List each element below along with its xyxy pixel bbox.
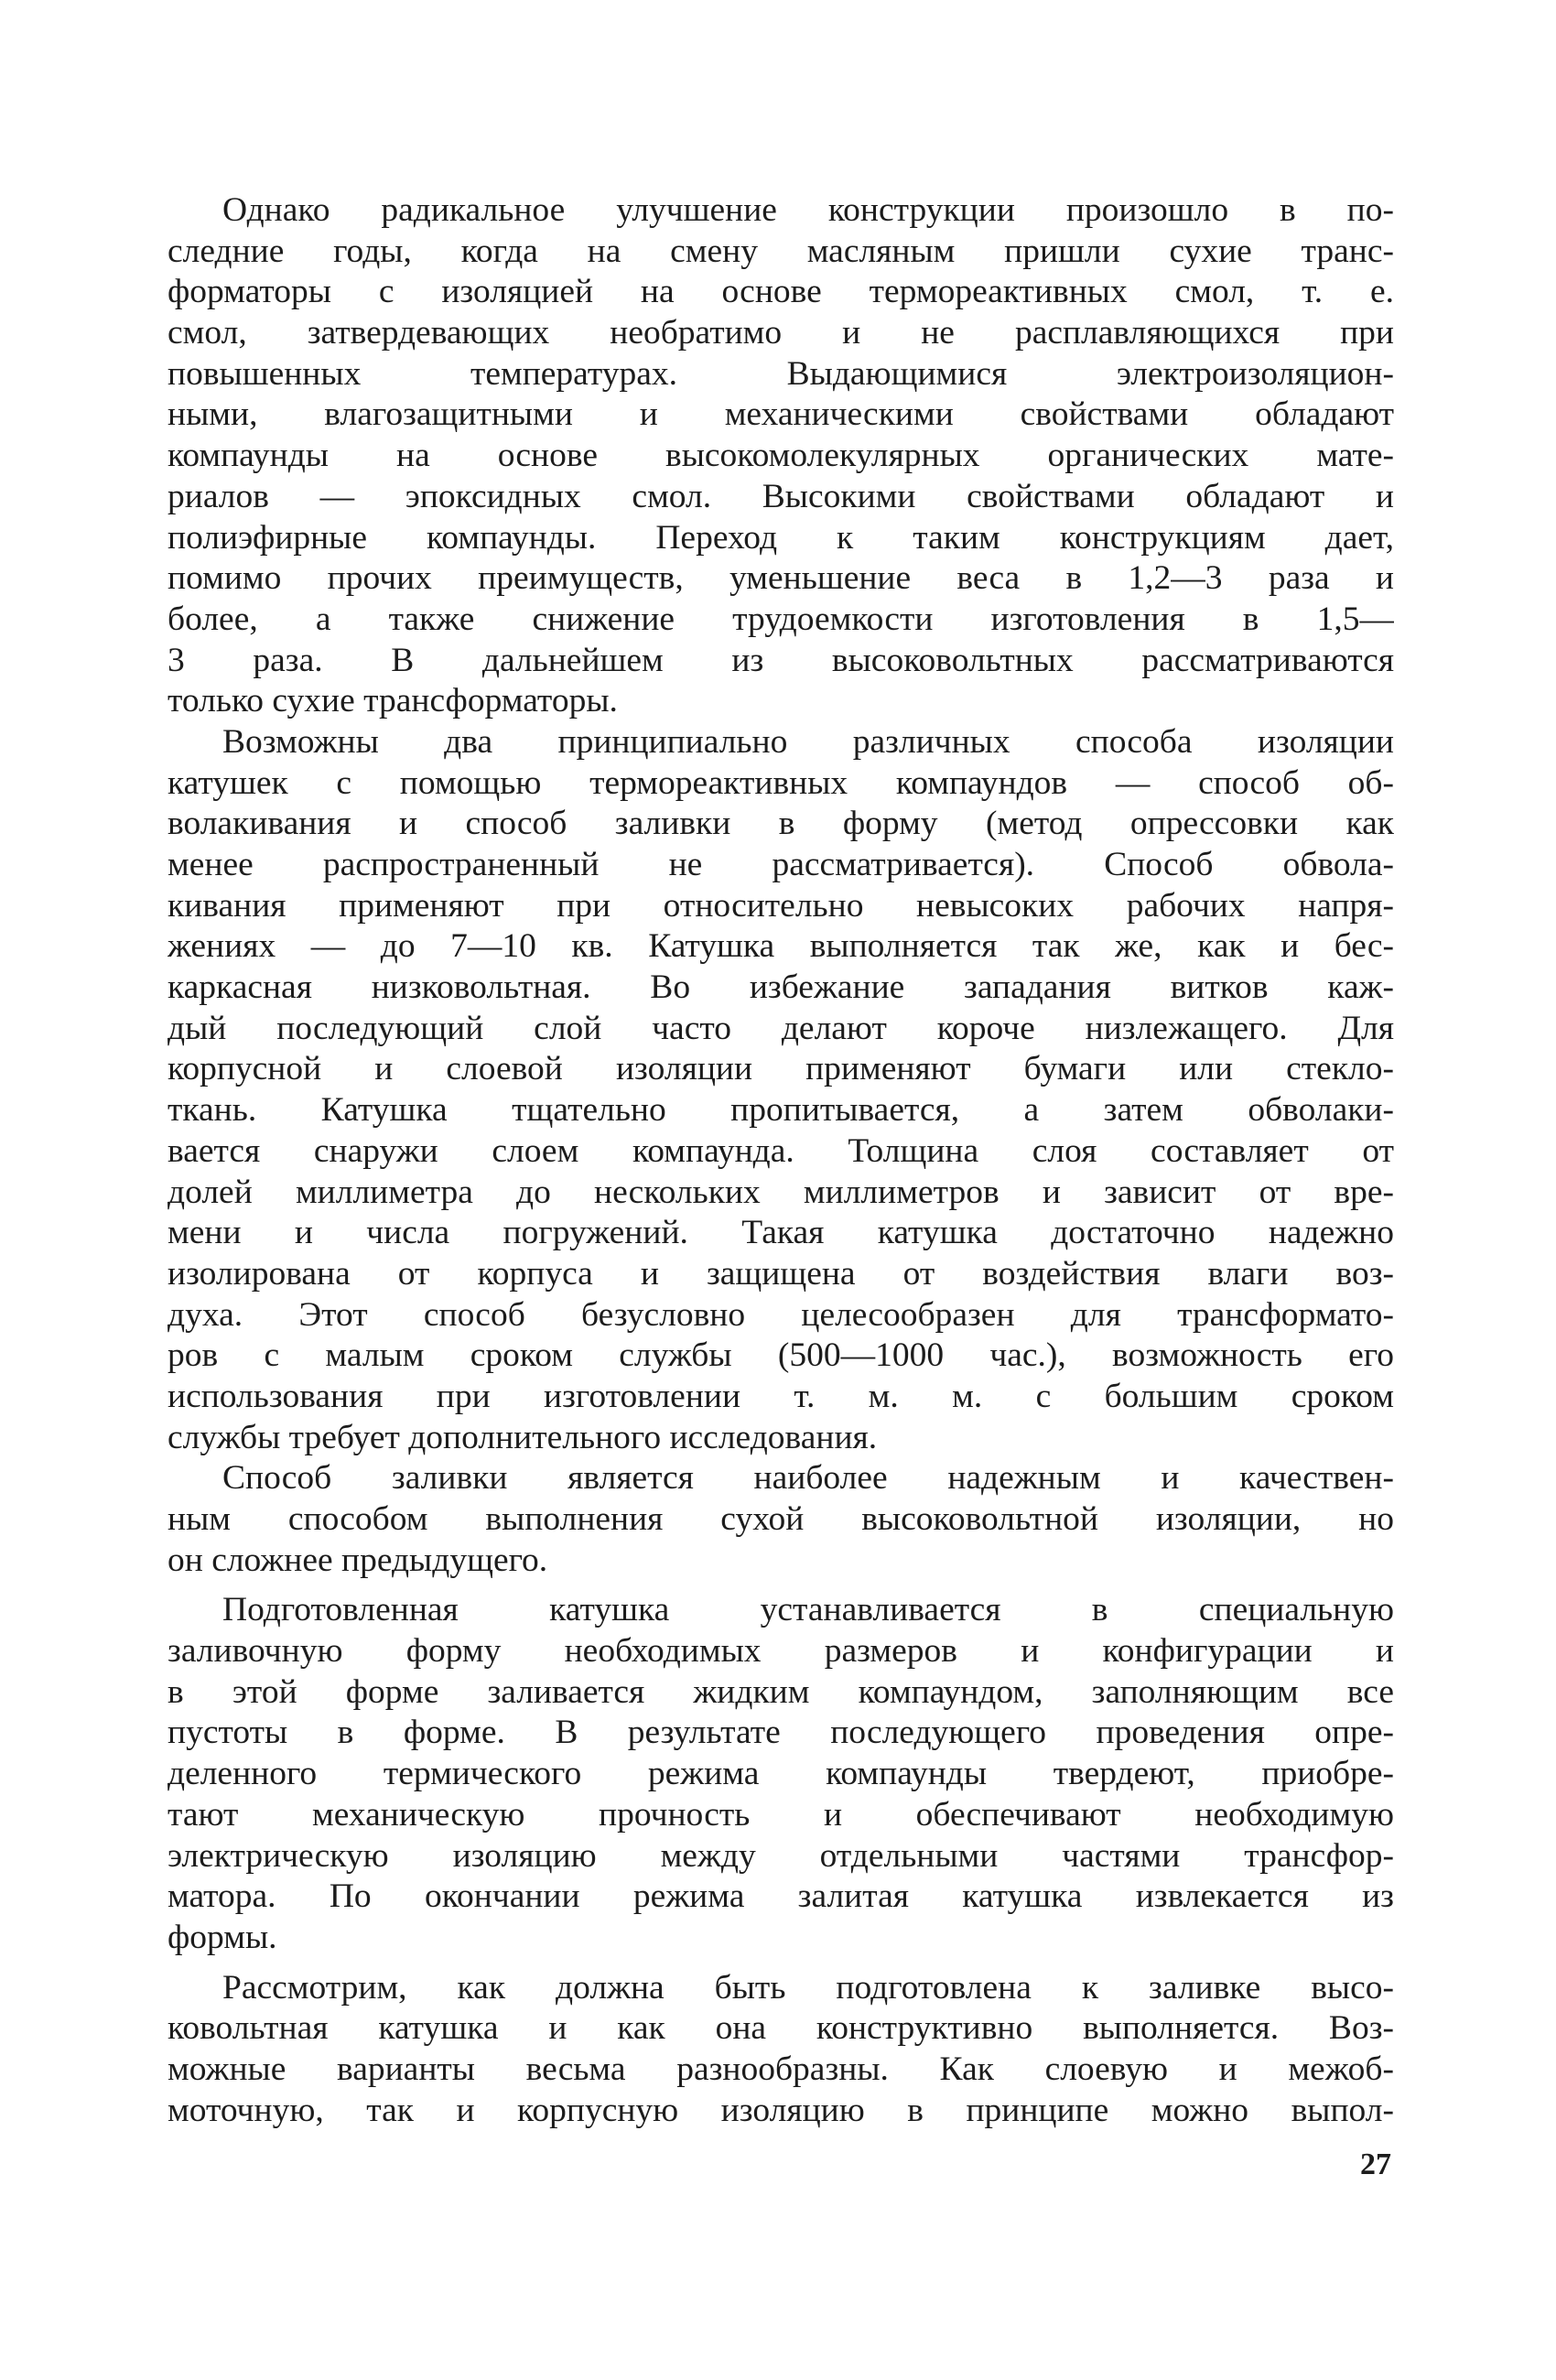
text-line: риалов — эпоксидных смол. Высокими свойствами обладают и bbox=[167, 477, 1394, 515]
text-line: форматоры с изоляцией на основе термореактивных смол, т. е. bbox=[167, 273, 1394, 311]
page-number: 27 bbox=[1360, 2147, 1391, 2181]
paragraph-gap bbox=[167, 1581, 1394, 1590]
text-line: пустоты в форме. В результате последующего проведения опре- bbox=[167, 1714, 1394, 1752]
text-line: волакивания и способ заливки в форму (метод опрессовки как bbox=[167, 805, 1394, 843]
page-text bbox=[167, 190, 1394, 2131]
paragraph-1 bbox=[167, 190, 1394, 722]
text-line: духа. Этот способ безусловно целесообразен для трансформато- bbox=[167, 1295, 1394, 1334]
text-line: дый последующий слой часто делают короче низлежащего. Для bbox=[167, 1009, 1394, 1047]
paragraph-5 bbox=[167, 1968, 1394, 2132]
text-line: корпусной и слоевой изоляции применяют бумаги или стекло- bbox=[167, 1050, 1394, 1088]
paragraph-4 bbox=[167, 1590, 1394, 1958]
text-line: изолирована от корпуса и защищена от воздействия влаги воз- bbox=[167, 1254, 1394, 1293]
text-line: смол, затвердевающих необратимо и не расплавляющихся при bbox=[167, 314, 1394, 352]
text-line: долей миллиметра до нескольких миллиметров и зависит от вре- bbox=[167, 1173, 1394, 1211]
text-line: компаунды на основе высокомолекулярных органических мате- bbox=[167, 437, 1394, 475]
text-line: Способ заливки является наиболее надежным и качествен- bbox=[222, 1459, 1394, 1498]
text-line: Подготовленная катушка устанавливается в специальную bbox=[222, 1591, 1394, 1629]
text-line: только сухие трансформаторы. bbox=[167, 682, 618, 720]
text-line: службы требует дополнительного исследования. bbox=[167, 1418, 878, 1456]
text-line: ными, влагозащитными и механическими свойствами обладают bbox=[167, 395, 1394, 434]
text-line: формы. bbox=[167, 1918, 277, 1956]
text-line: Рассмотрим, как должна быть подготовлена к заливке высо- bbox=[222, 1968, 1394, 2007]
text-line: в этой форме заливается жидким компаундом, заполняющим все bbox=[167, 1672, 1394, 1711]
text-line: матора. По окончании режима залитая катушка извлекается из bbox=[167, 1877, 1394, 1916]
text-line: более, а также снижение трудоемкости изготовления в 1,5— bbox=[167, 600, 1394, 638]
paragraph-gap bbox=[167, 1959, 1394, 1968]
paragraph-3 bbox=[167, 1458, 1394, 1581]
text-line: вается снаружи слоем компаунда. Толщина слоя составляет от bbox=[167, 1131, 1394, 1170]
text-line: деленного термического режима компаунды твердеют, приобре- bbox=[167, 1755, 1394, 1793]
text-line: ров с малым сроком службы (500—1000 час.), возможность его bbox=[167, 1336, 1394, 1375]
text-line: полиэфирные компаунды. Переход к таким конструкциям дает, bbox=[167, 518, 1394, 557]
text-line: катушек с помощью термореактивных компаундов — способ об- bbox=[167, 763, 1394, 802]
text-line: использования при изготовлении т. м. м. с большим сроком bbox=[167, 1377, 1394, 1415]
text-line: Однако радикальное улучшение конструкции произошло в по- bbox=[222, 191, 1394, 229]
text-line: моточную, так и корпусную изоляцию в принципе можно выпол- bbox=[167, 2091, 1394, 2129]
text-line: ным способом выполнения сухой высоковольтной изоляции, но bbox=[167, 1500, 1394, 1538]
text-line: он сложнее предыдущего. bbox=[167, 1541, 548, 1579]
text-line: Возможны два принципиально различных способа изоляции bbox=[222, 722, 1394, 761]
text-line: тают механическую прочность и обеспечивают необходимую bbox=[167, 1795, 1394, 1834]
paragraph-2 bbox=[167, 722, 1394, 1458]
text-line: заливочную форму необходимых размеров и конфигурации и bbox=[167, 1632, 1394, 1671]
text-line: помимо прочих преимуществ, уменьшение веса в 1,2—3 раза и bbox=[167, 559, 1394, 598]
text-line: кивания применяют при относительно невысоких рабочих напря- bbox=[167, 886, 1394, 925]
text-line: 3 раза. В дальнейшем из высоковольтных рассматриваются bbox=[167, 641, 1394, 679]
text-line: можные варианты весьма разнообразны. Как слоевую и межоб- bbox=[167, 2050, 1394, 2088]
text-line: менее распространенный не рассматривается). Способ обвола- bbox=[167, 846, 1394, 883]
text-line: ткань. Катушка тщательно пропитывается, а затем обволаки- bbox=[167, 1091, 1394, 1130]
text-line: мени и числа погружений. Такая катушка достаточно надежно bbox=[167, 1214, 1394, 1252]
text-line: каркасная низковольтная. Во избежание западания витков каж- bbox=[167, 968, 1394, 1007]
text-line: жениях — до 7—10 кв. Катушка выполняется так же, как и бес- bbox=[167, 927, 1394, 966]
text-line: ковольтная катушка и как она конструктивно выполняется. Воз- bbox=[167, 2009, 1394, 2048]
text-line: электрическую изоляцию между отдельными частями трансфор- bbox=[167, 1836, 1394, 1875]
text-line: повышенных температурах. Выдающимися электроизоляцион- bbox=[167, 354, 1394, 393]
text-line: следние годы, когда на смену масляным пришли сухие транс- bbox=[167, 232, 1394, 270]
